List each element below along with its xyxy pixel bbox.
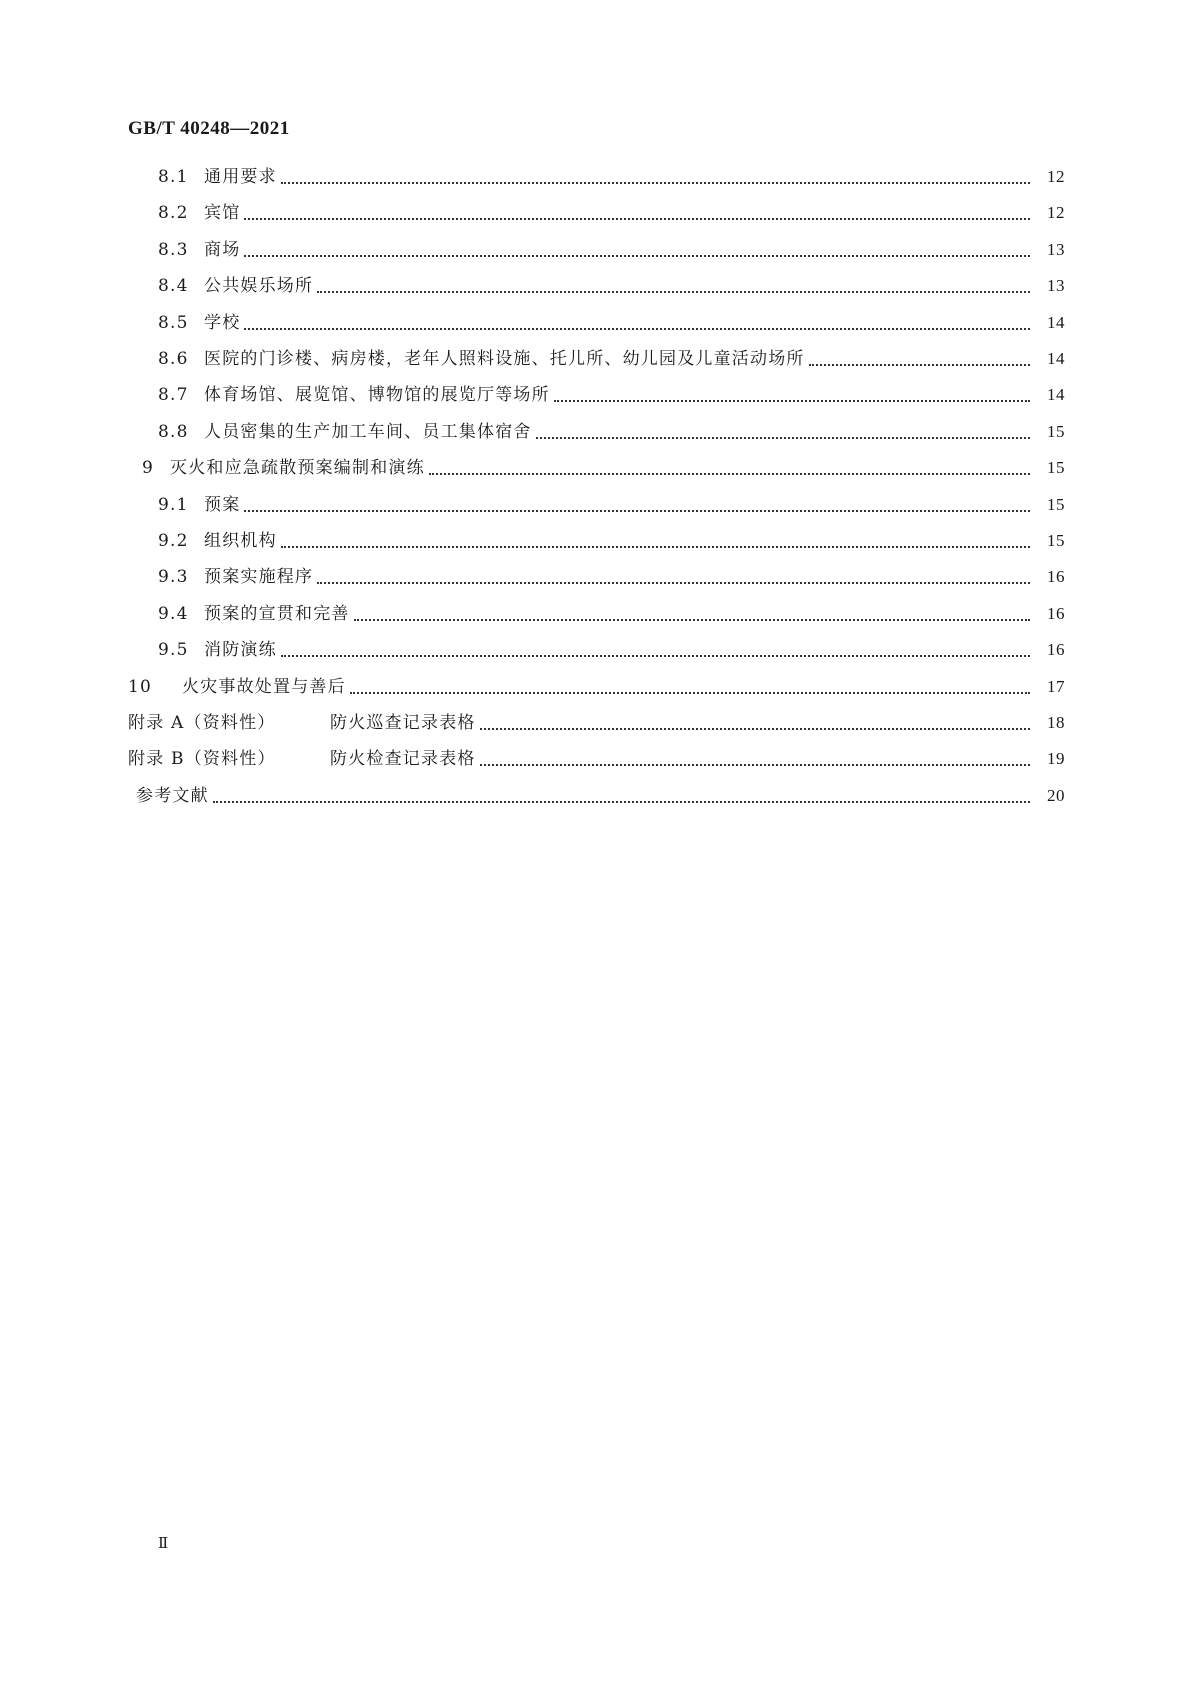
toc-entry-page: 18	[1041, 708, 1065, 738]
toc-entry-page: 15	[1041, 526, 1065, 556]
toc-entry-title: 体育场馆、展览馆、博物馆的展览厅等场所	[204, 380, 554, 410]
toc-entry-title: 通用要求	[204, 162, 281, 192]
toc-dot-leader	[244, 255, 1030, 257]
toc-entry-number: 8.5	[158, 312, 189, 333]
toc-entry-title: 组织机构	[204, 526, 281, 556]
toc-entry-number: 9	[142, 458, 155, 479]
toc-entry[interactable]	[0, 562, 1191, 592]
toc-entry-number: 9.5	[158, 640, 189, 661]
toc-entry[interactable]	[0, 380, 1191, 410]
toc-entry-page: 16	[1041, 599, 1065, 629]
toc-entry-page: 16	[1041, 562, 1065, 592]
toc-dot-leader	[536, 437, 1030, 439]
toc-entry-title: 宾馆	[204, 198, 244, 228]
standard-number-header: GB/T 40248—2021	[128, 118, 290, 139]
toc-entry-number: 8.7	[158, 385, 189, 406]
toc-dot-leader	[350, 692, 1030, 694]
toc-entry-title: 医院的门诊楼、病房楼，老年人照料设施、托儿所、幼儿园及儿童活动场所	[204, 344, 809, 374]
toc-dot-leader	[244, 328, 1030, 330]
toc-entry-page: 19	[1041, 744, 1065, 774]
page-number: Ⅱ	[158, 1536, 169, 1552]
toc-entry-title: 预案	[204, 490, 244, 520]
toc-dot-leader	[244, 510, 1030, 512]
toc-dot-leader	[480, 728, 1030, 730]
toc-entry-number: 8.8	[158, 421, 189, 442]
toc-entry-number: 附录 B（资料性）	[128, 749, 276, 770]
toc-entry[interactable]	[0, 198, 1191, 228]
toc-entry[interactable]	[0, 271, 1191, 301]
toc-entry-title: 参考文献	[136, 781, 213, 811]
toc-dot-leader	[809, 364, 1030, 366]
toc-entry-title: 防火检查记录表格	[330, 744, 480, 774]
toc-entry[interactable]	[0, 344, 1191, 374]
toc-entry-page: 12	[1041, 198, 1065, 228]
toc-entry-title: 消防演练	[204, 635, 281, 665]
toc-entry-page: 14	[1041, 308, 1065, 338]
toc-dot-leader	[317, 291, 1030, 293]
toc-dot-leader	[213, 801, 1030, 803]
toc-entry-number: 9.4	[158, 603, 189, 624]
toc-entry[interactable]	[0, 672, 1191, 702]
toc-entry-number: 9.3	[158, 567, 189, 588]
toc-dot-leader	[281, 655, 1030, 657]
toc-entry-page: 12	[1041, 162, 1065, 192]
toc-entry[interactable]	[0, 744, 1191, 774]
toc-dot-leader	[480, 764, 1030, 766]
toc-entry-page: 20	[1041, 781, 1065, 811]
toc-entry-title: 火灾事故处置与善后	[182, 672, 350, 702]
toc-entry-number: 8.2	[158, 203, 189, 224]
toc-entry-page: 14	[1041, 344, 1065, 374]
toc-entry[interactable]	[0, 708, 1191, 738]
toc-dot-leader	[281, 546, 1030, 548]
toc-entry-title: 人员密集的生产加工车间、员工集体宿舍	[204, 417, 536, 447]
toc-entry[interactable]	[0, 599, 1191, 629]
toc-entry-title: 预案实施程序	[204, 562, 317, 592]
toc-entry[interactable]	[0, 781, 1191, 811]
toc-entry-number: 9.1	[158, 494, 189, 515]
toc-entry-number: 8.1	[158, 167, 189, 187]
toc-entry-page: 13	[1041, 271, 1065, 301]
toc-dot-leader	[354, 619, 1030, 621]
toc-entry[interactable]	[0, 417, 1191, 447]
toc-entry-page: 17	[1041, 672, 1065, 702]
toc-entry-page: 15	[1041, 417, 1065, 447]
toc-entry[interactable]	[0, 162, 1191, 192]
toc-entry-number: 8.6	[158, 349, 189, 369]
toc-entry[interactable]	[0, 308, 1191, 338]
toc-entry-title: 学校	[204, 308, 244, 338]
toc-entry-page: 15	[1041, 490, 1065, 520]
toc-entry-page: 16	[1041, 635, 1065, 665]
toc-entry-title: 商场	[204, 235, 244, 265]
toc-entry-title: 灭火和应急疏散预案编制和演练	[170, 453, 429, 483]
toc-entry[interactable]	[0, 526, 1191, 556]
toc-dot-leader	[554, 400, 1030, 402]
toc-entry[interactable]	[0, 635, 1191, 665]
toc-entry-title: 防火巡查记录表格	[330, 708, 480, 738]
toc-dot-leader	[244, 218, 1030, 220]
toc-entry-number: 附录 A（资料性）	[128, 713, 276, 733]
toc-entry-number: 9.2	[158, 531, 189, 551]
toc-entry-title: 公共娱乐场所	[204, 271, 317, 301]
toc-entry[interactable]	[0, 453, 1191, 483]
toc-entry-page: 15	[1041, 453, 1065, 483]
toc-entry-title: 预案的宣贯和完善	[204, 599, 354, 629]
toc-entry-page: 13	[1041, 235, 1065, 265]
toc-entry-number: 10	[128, 676, 153, 697]
toc-entry[interactable]	[0, 490, 1191, 520]
toc-entry-page: 14	[1041, 380, 1065, 410]
toc-dot-leader	[281, 182, 1030, 184]
table-of-contents	[0, 162, 1191, 806]
toc-entry[interactable]	[0, 235, 1191, 265]
toc-entry-number: 8.3	[158, 239, 189, 260]
toc-dot-leader	[429, 473, 1030, 475]
toc-entry-number: 8.4	[158, 276, 189, 297]
toc-dot-leader	[317, 582, 1030, 584]
